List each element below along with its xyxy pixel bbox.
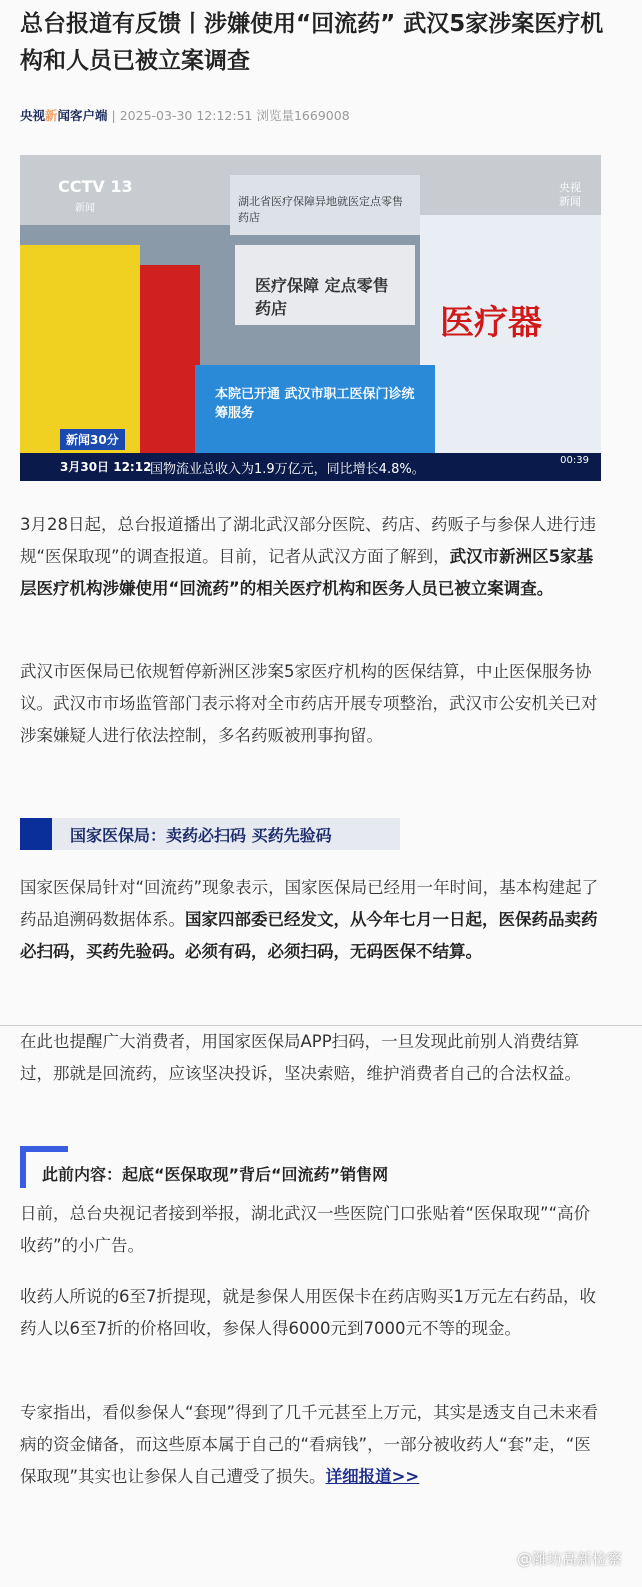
paragraph-2: 武汉市医保局已依规暂停新洲区涉案5家医疗机构的医保结算，中止医保服务协议。武汉市市场监管部门表示将对全市药店开展专项整治，武汉市公安机关已对涉案嫌疑人进行依法控制，多名药贩被刑事拘留。 [20, 662, 598, 745]
article-title: 总台报道有反馈丨涉嫌使用“回流药” 武汉5家涉案医疗机构和人员已被立案调查 [20, 11, 604, 74]
view-count: 浏览量1669008 [256, 108, 350, 123]
paragraph-3: 国家医保局针对“回流药”现象表示，国家医保局已经用一年时间，基本构建起了药品追溯码数据体系。国家四部委已经发文，从今年七月一日起，医保药品卖药必扫码，买药先验码。必须有码，必须扫码，无码医保不结算。 [20, 878, 599, 961]
heading-bar [20, 818, 52, 850]
paragraph-7: 专家指出，看似参保人“套现”得到了几千元甚至上万元，其实是透支自己未来看病的资金储备，而这些原本属于自己的“看病钱”，一部分被收药人“套”走，“医保取现”其实也让参保人自己遭受了损失。详细报道>> [20, 1403, 599, 1486]
paragraph-5: 日前，总台央视记者接到举报，湖北武汉一些医院门口张贴着“医保取现”“高价收药”的小广告。 [20, 1204, 591, 1255]
news-ticker: 国物流业总收入为1.9万亿元，同比增长4.8%。 [150, 462, 425, 477]
right-sign: 医疗器 [440, 303, 542, 343]
paragraph-1: 3月28日起，总台报道播出了湖北武汉部分医院、药店、药贩子与参保人进行违规“医保取现”的调查报道。目前，记者从武汉方面了解到，武汉市新洲区5家基层医疗机构涉嫌使用“回流药”的相关医疗机构和医务人员已被立案调查。 [20, 515, 596, 598]
detail-report-link[interactable]: 详细报道>> [325, 1467, 420, 1486]
source-name[interactable]: 央视新闻客户端 [20, 108, 108, 123]
channel-logo: CCTV 13 [58, 177, 133, 196]
section-heading-2: 此前内容：起底“医保取现”背后“回流药”销售网 [20, 1146, 520, 1188]
program-label: 新闻30分 [60, 429, 125, 450]
news-photo[interactable]: 医疗器 湖北省医疗保障异地就医定点零售药店 医疗保障 定点零售药店 本院已开通 武汉市职工医保门诊统筹服务 CCTV 13 新闻 央视新闻 新闻30分 3月30日 12:12 国物流业总收入为1.9万亿元，同比增长4.8%。 00:39 [20, 155, 601, 481]
section-heading-1: 国家医保局：卖药必扫码 买药先验码 [20, 818, 400, 850]
weibo-watermark: @潍坊高新检察 [516, 1550, 622, 1568]
time-label: 3月30日 12:12 [60, 460, 152, 474]
article-meta: 央视新闻客户端 | 2025-03-30 12:12:51 浏览量1669008 [20, 108, 350, 123]
service-banner: 本院已开通 武汉市职工医保门诊统筹服务 [195, 365, 435, 455]
sign-2: 医疗保障 定点零售药店 [235, 245, 415, 325]
paragraph-4: 在此也提醒广大消费者，用国家医保局APP扫码，一旦发现此前别人消费结算过，那就是回流药，应该坚决投诉，坚决索赔，维护消费者自己的合法权益。 [20, 1032, 581, 1083]
publish-time: 2025-03-30 12:12:51 [119, 108, 253, 123]
corner-logo: 央视新闻 [559, 181, 581, 208]
paragraph-6: 收药人所说的6至7折提现，就是参保人用医保卡在药店购买1万元左右药品，收药人以6至7折的价格回收，参保人得6000元到7000元不等的现金。 [20, 1287, 596, 1338]
sign-1: 湖北省医疗保障异地就医定点零售药店 [230, 175, 420, 235]
